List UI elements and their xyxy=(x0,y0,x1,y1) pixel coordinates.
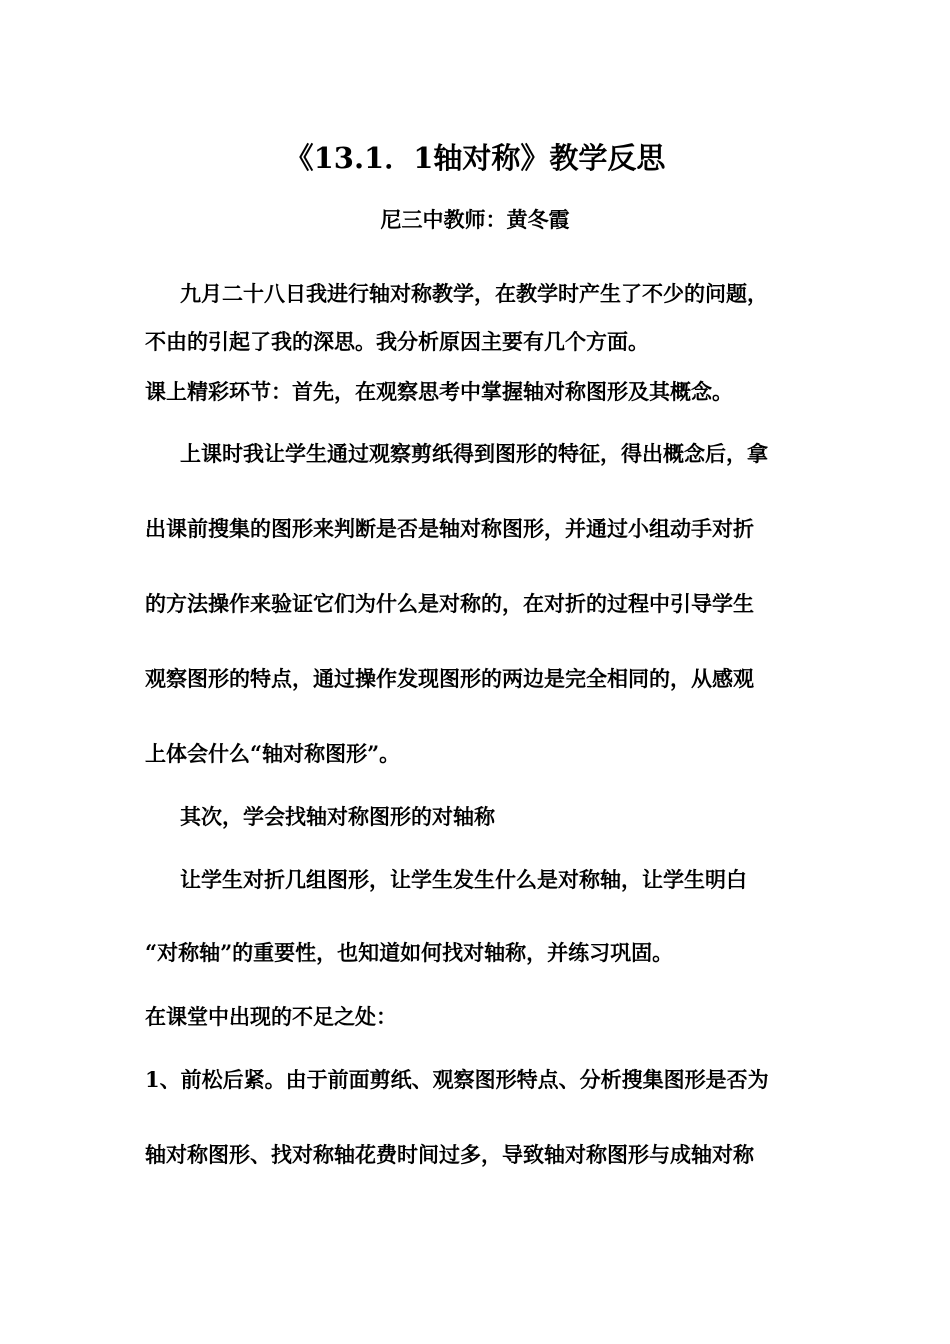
paragraph-line-7: 观察图形的特点，通过操作发现图形的两边是完全相同的，从感观 xyxy=(145,666,754,691)
section-heading-highlights: 课上精彩环节：首先，在观察思考中掌握轴对称图形及其概念。 xyxy=(145,379,733,404)
section-heading-shortcomings: 在课堂中出现的不足之处： xyxy=(145,1004,397,1029)
paragraph-line-11: “对称轴”的重要性，也知道如何找对轴称，并练习巩固。 xyxy=(145,940,674,965)
paragraph-line-14: 轴对称图形、找对称轴花费时间过多，导致轴对称图形与成轴对称 xyxy=(145,1142,754,1167)
document-title: 《13.1．1轴对称》教学反思 xyxy=(284,141,666,175)
paragraph-line-2: 不由的引起了我的深思。我分析原因主要有几个方面。 xyxy=(145,329,649,354)
paragraph-line-13: 1、前松后紧。由于前面剪纸、观察图形特点、分析搜集图形是否为 xyxy=(145,1067,769,1092)
document-author: 尼三中教师：黄冬霞 xyxy=(380,207,570,232)
paragraph-line-6: 的方法操作来验证它们为什么是对称的，在对折的过程中引导学生 xyxy=(145,591,754,616)
paragraph-line-5: 出课前搜集的图形来判断是否是轴对称图形，并通过小组动手对折 xyxy=(145,516,754,541)
paragraph-line-8: 上体会什么“轴对称图形”。 xyxy=(145,741,401,766)
paragraph-line-10: 让学生对折几组图形，让学生发生什么是对称轴，让学生明白 xyxy=(180,867,747,892)
paragraph-line-9: 其次，学会找轴对称图形的对轴称 xyxy=(180,804,495,829)
paragraph-line-1: 九月二十八日我进行轴对称教学，在教学时产生了不少的问题， xyxy=(180,281,768,306)
paragraph-line-4: 上课时我让学生通过观察剪纸得到图形的特征，得出概念后，拿 xyxy=(180,441,768,466)
